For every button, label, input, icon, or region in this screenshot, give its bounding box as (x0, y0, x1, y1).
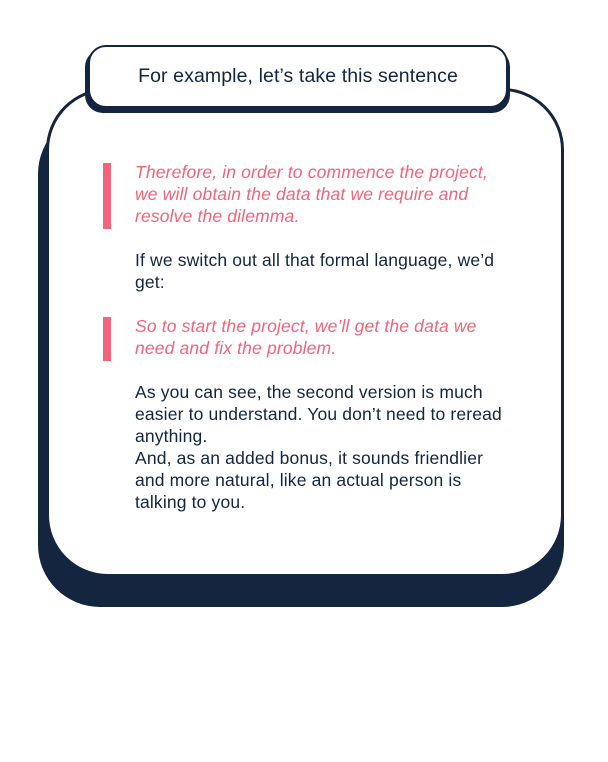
plain-quote (103, 315, 508, 359)
quote-accent-bar (103, 317, 111, 361)
quote-accent-bar (103, 163, 111, 229)
conclusion-paragraph-2: And, as an added bonus, it sounds friendlier and more natural, like an actual person is talking to you. (135, 448, 484, 512)
formal-quote (103, 161, 508, 227)
formal-quote-text: Therefore, in order to commence the project, we will obtain the data that we require and resolve the dilemma. (135, 162, 488, 226)
title-box (88, 45, 508, 108)
intro-paragraph: If we switch out all that formal language, we’d get: (135, 250, 495, 292)
plain-quote-text: So to start the project, we’ll get the data we need and fix the problem. (135, 316, 477, 358)
card-content (103, 161, 508, 513)
title-text: For example, let’s take this sentence (138, 65, 458, 87)
conclusion-paragraph-1: As you can see, the second version is much easier to understand. You don’t need to reread anything. (135, 382, 502, 446)
